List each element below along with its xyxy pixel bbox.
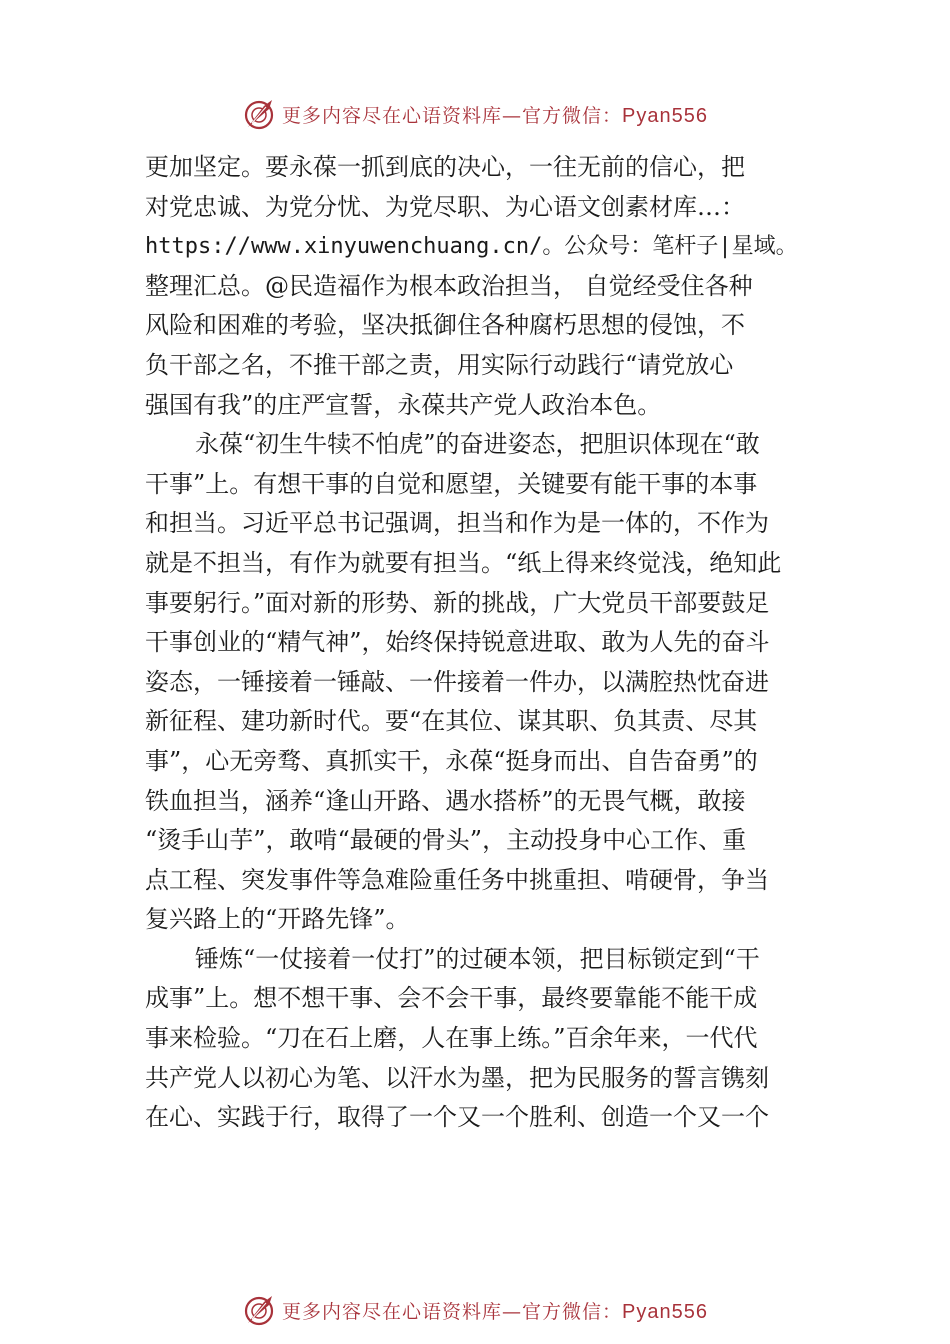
quill-logo-icon [242, 1292, 278, 1328]
text-line: 事来检验。“刀在石上磨，人在事上练。”百余年来，一代代 [145, 1024, 758, 1053]
paragraph-start-line: 锤炼“一仗接着一仗打”的过硬本领，把目标锁定到“干 [195, 944, 760, 973]
document-body [145, 148, 825, 1138]
quill-logo-icon [242, 96, 278, 132]
text-line: 事”，心无旁骛、真抓实干，永葆“挺身而出、自告奋勇”的 [145, 746, 758, 775]
text-line: “烫手山芋”，敢啃“最硬的骨头”，主动投身中心工作、重 [145, 826, 747, 855]
text-line-url: https://www.xinyuwenchuang.cn/。公众号：笔杆子|星域。 [145, 234, 798, 260]
text-line: 共产党人以初心为笔、以汗水为墨，把为民服务的誓言镌刻 [145, 1063, 769, 1092]
text-line: 干事”上。有想干事的自觉和愿望，关键要有能干事的本事 [145, 469, 758, 498]
text-line: 负干部之名，不推干部之责，用实际行动践行“请党放心 [145, 350, 734, 379]
text-line: 姿态，一锤接着一锤敲、一件接着一件办，以满腔热忱奋进 [145, 667, 769, 696]
footer-text: 更多内容尽在心语资料库—官方微信： [282, 1300, 623, 1323]
header-banner [0, 94, 950, 134]
text-line: 整理汇总。@民造福作为根本政治担当， 自觉经受住各种 [145, 271, 753, 300]
text-line: 风险和困难的考验，坚决抵御住各种腐朽思想的侵蚀，不 [145, 311, 745, 340]
footer-wechat-id: Pyan556 [622, 1300, 708, 1323]
text-line: 和担当。习近平总书记强调，担当和作为是一体的，不作为 [145, 509, 769, 538]
paragraph-start-line: 永葆“初生牛犊不怕虎”的奋进姿态，把胆识体现在“敢 [195, 430, 760, 459]
text-line: 事要躬行。”面对新的形势、新的挑战，广大党员干部要鼓足 [145, 588, 770, 617]
text-line: 点工程、突发事件等急难险重任务中挑重担、啃硬骨，争当 [145, 865, 769, 894]
header-wechat-id: Pyan556 [622, 104, 708, 127]
text-line: 铁血担当，涵养“逢山开路、遇水搭桥”的无畏气概，敢接 [145, 786, 746, 815]
header-text: 更多内容尽在心语资料库—官方微信： [282, 104, 623, 127]
text-line: 更加坚定。要永葆一抓到底的决心，一往无前的信心，把 [145, 153, 745, 181]
text-line: 成事”上。想不想干事、会不会干事，最终要靠能不能干成 [145, 984, 758, 1013]
text-line: 复兴路上的“开路先锋”。 [145, 905, 410, 934]
text-line: 干事创业的“精气神”，始终保持锐意进取、敢为人先的奋斗 [145, 628, 770, 657]
text-line: 对党忠诚、为党分忧、为党尽职、为心语文创素材库…： [145, 192, 745, 221]
text-line: 在心、实践于行，取得了一个又一个胜利、创造一个又一个 [145, 1103, 769, 1132]
text-line: 就是不担当，有作为就要有担当。“纸上得来终觉浅，绝知此 [145, 548, 782, 577]
text-line: 强国有我”的庄严宣誓，永葆共产党人政治本色。 [145, 390, 662, 419]
footer-banner [0, 1290, 950, 1330]
text-line: 新征程、建功新时代。要“在其位、谋其职、负其责、尽其 [145, 707, 758, 736]
